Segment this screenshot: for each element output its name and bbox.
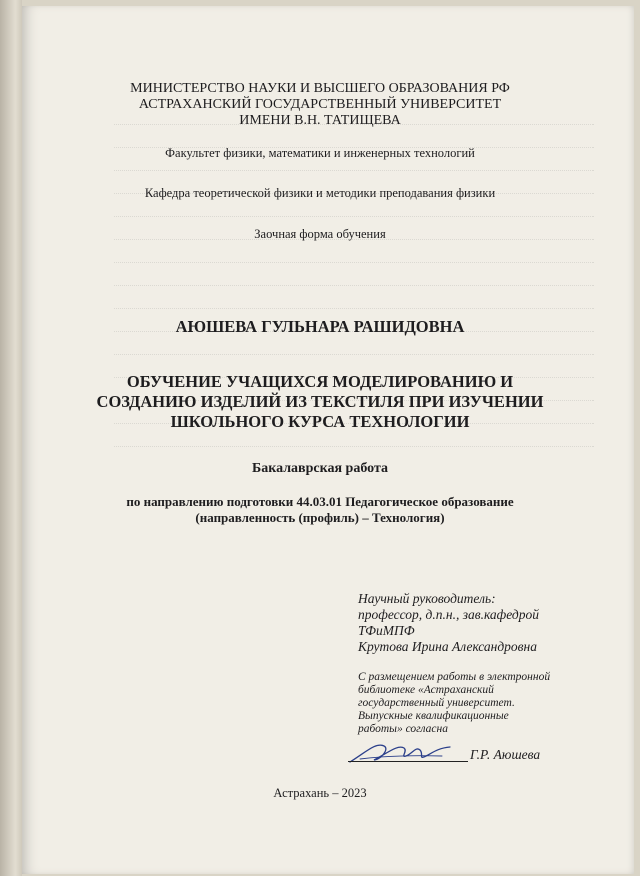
faculty-line: Факультет физики, математики и инженерных технологий — [165, 146, 475, 160]
supervisor-department: ТФиМПФ — [358, 623, 415, 638]
thesis-title-line: СОЗДАНИЮ ИЗДЕЛИЙ ИЗ ТЕКСТИЛЯ ПРИ ИЗУЧЕНИИ — [96, 392, 544, 411]
city-year: Астрахань – 2023 — [273, 786, 367, 800]
signature-underline — [348, 761, 468, 762]
supervisor-name: Крутова Ирина Александровна — [358, 639, 537, 654]
supervisor-block — [358, 591, 598, 655]
thesis-title-line: ШКОЛЬНОГО КУРСА ТЕХНОЛОГИИ — [170, 412, 470, 431]
book-spine — [0, 0, 22, 876]
university-name-line: ИМЕНИ В.Н. ТАТИЩЕВА — [239, 113, 401, 128]
consent-line: работы» согласна — [358, 723, 448, 735]
signer-name: Г.Р. Аюшева — [470, 747, 541, 762]
signature-row — [342, 738, 602, 768]
study-form-line: Заочная форма обучения — [254, 227, 386, 241]
thesis-title — [0, 372, 640, 432]
supervisor-label: Научный руководитель: — [358, 591, 496, 606]
consent-line: С размещением работы в электронной — [358, 671, 551, 683]
consent-line: Выпускные квалификационные — [358, 710, 509, 722]
direction-line: по направлению подготовки 44.03.01 Педагогическое образование — [126, 494, 514, 509]
student-name: АЮШЕВА ГУЛЬНАРА РАШИДОВНА — [175, 317, 465, 336]
library-consent-block — [358, 671, 568, 736]
study-direction — [0, 494, 640, 526]
chair-line: Кафедра теоретической физики и методики преподавания физики — [144, 186, 496, 200]
consent-line: государственный университет. — [358, 697, 515, 709]
consent-line: библиотеке «Астраханский — [358, 684, 494, 696]
ministry-header — [0, 81, 640, 129]
university-line: АСТРАХАНСКИЙ ГОСУДАРСТВЕННЫЙ УНИВЕРСИТЕТ — [138, 97, 502, 112]
thesis-title-line: ОБУЧЕНИЕ УЧАЩИХСЯ МОДЕЛИРОВАНИЮ И — [126, 372, 514, 391]
work-type: Бакалаврская работа — [251, 461, 389, 476]
supervisor-position: профессор, д.п.н., зав.кафедрой — [358, 607, 539, 622]
profile-line: (направленность (профиль) – Технология) — [195, 510, 445, 525]
ministry-line: МИНИСТЕРСТВО НАУКИ И ВЫСШЕГО ОБРАЗОВАНИЯ РФ — [130, 81, 510, 96]
